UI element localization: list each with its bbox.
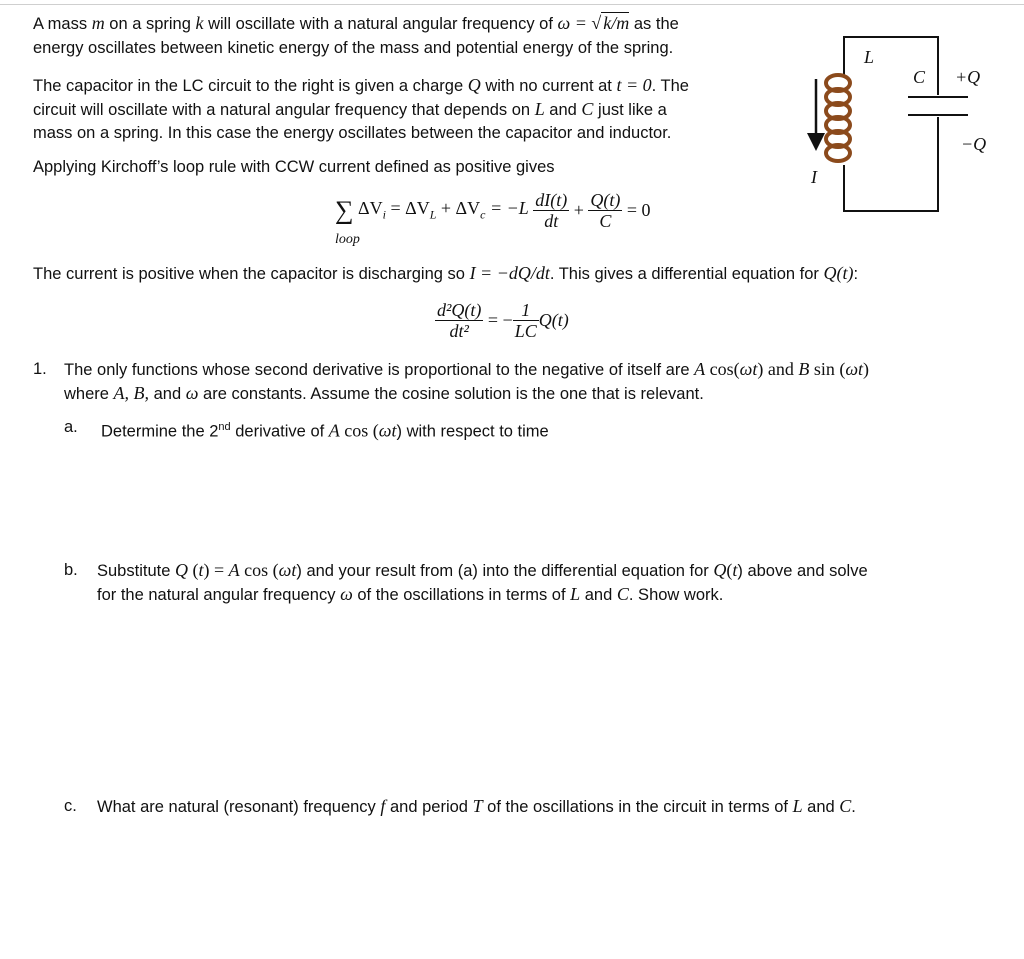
label-I: I bbox=[811, 167, 817, 187]
kirchoff-equation: ∑ $\Delta V_i = \Delta V_L + \Delta V_c = -L$ $\frac{dI(t)}{dt}$ + $\frac{Q(t)}{C}$ = 0 bbox=[335, 190, 651, 231]
lc-circuit-diagram bbox=[780, 25, 1020, 225]
qb-line-1: Substitute Q (t) = A cos (ωt) and your result from (a) into the differential equation for Q(t) above and solve bbox=[97, 560, 868, 580]
frac-dI-dt: $\frac{dI(t)}{dt}$ bbox=[535, 190, 568, 231]
differential-equation: $\frac{\text{d²Q(t)}}{\text{dt²}}$ = − $\frac{1}{LC}$ Q(t) bbox=[437, 300, 569, 341]
frac-Q-C: $\frac{Q(t)}{C}$ bbox=[590, 190, 621, 231]
qa-label: a. bbox=[64, 418, 78, 436]
inductor-coil bbox=[826, 75, 850, 161]
q1-line-2: where A, B, and ω are constants. Assume the cosine solution is the one that is relevant. bbox=[64, 383, 704, 403]
q1-line-1: The only functions whose second derivative is proportional to the negative of itself are A cos(ωt) and B sin (ωt) bbox=[64, 359, 870, 379]
intro-line-1: A mass m on a spring k will oscillate with a natural angular frequency of ω = √ k/m as the bbox=[33, 13, 679, 33]
label-L: L bbox=[864, 47, 875, 67]
q1-number: 1. bbox=[33, 360, 47, 378]
qb-line-2: for the natural angular frequency ω of the oscillations in terms of L and C. Show work. bbox=[97, 584, 724, 604]
para2-line-1: The capacitor in the LC circuit to the right is given a charge Q with no current at t = 0. The bbox=[33, 75, 689, 95]
frac-d2Q-dt2: $\frac{\text{d²Q(t)}}{\text{dt²}}$ bbox=[437, 300, 482, 341]
qb-label: b. bbox=[64, 561, 78, 579]
frac-1-LC: $\frac{1}{LC}$ bbox=[514, 300, 537, 341]
qc-label: c. bbox=[64, 797, 77, 815]
intro-line-2: energy oscillates between kinetic energy of the mass and potential energy of the spring. bbox=[33, 39, 674, 57]
label-plus-Q: +Q bbox=[955, 67, 981, 87]
label-minus-Q: −Q bbox=[961, 134, 987, 154]
kirchoff-line: Applying Kirchoff’s loop rule with CCW current defined as positive gives bbox=[33, 158, 555, 176]
para2-line-3: mass on a spring. In this case the energy oscillates between the capacitor and inductor. bbox=[33, 124, 672, 142]
current-line: The current is positive when the capacitor is discharging so I = −dQ/dt. This gives a differential equation for Q(t): bbox=[33, 263, 859, 283]
label-C: C bbox=[913, 67, 926, 87]
top-rule bbox=[0, 4, 1024, 5]
sum-subscript-loop: loop bbox=[335, 232, 360, 247]
para2-line-2: circuit will oscillate with a natural angular frequency that depends on L and C just like a bbox=[33, 99, 667, 119]
qa-text: Determine the 2nd derivative of A cos (ωt) with respect to time bbox=[101, 420, 549, 441]
lc-circuit-svg bbox=[780, 25, 1020, 225]
sum-symbol: ∑ bbox=[335, 195, 354, 225]
qc-text: What are natural (resonant) frequency f and period T of the oscillations in the circuit in terms of L and C. bbox=[97, 796, 856, 816]
current-arrow-icon bbox=[807, 79, 825, 151]
circuit-wire-bottom bbox=[844, 117, 938, 211]
